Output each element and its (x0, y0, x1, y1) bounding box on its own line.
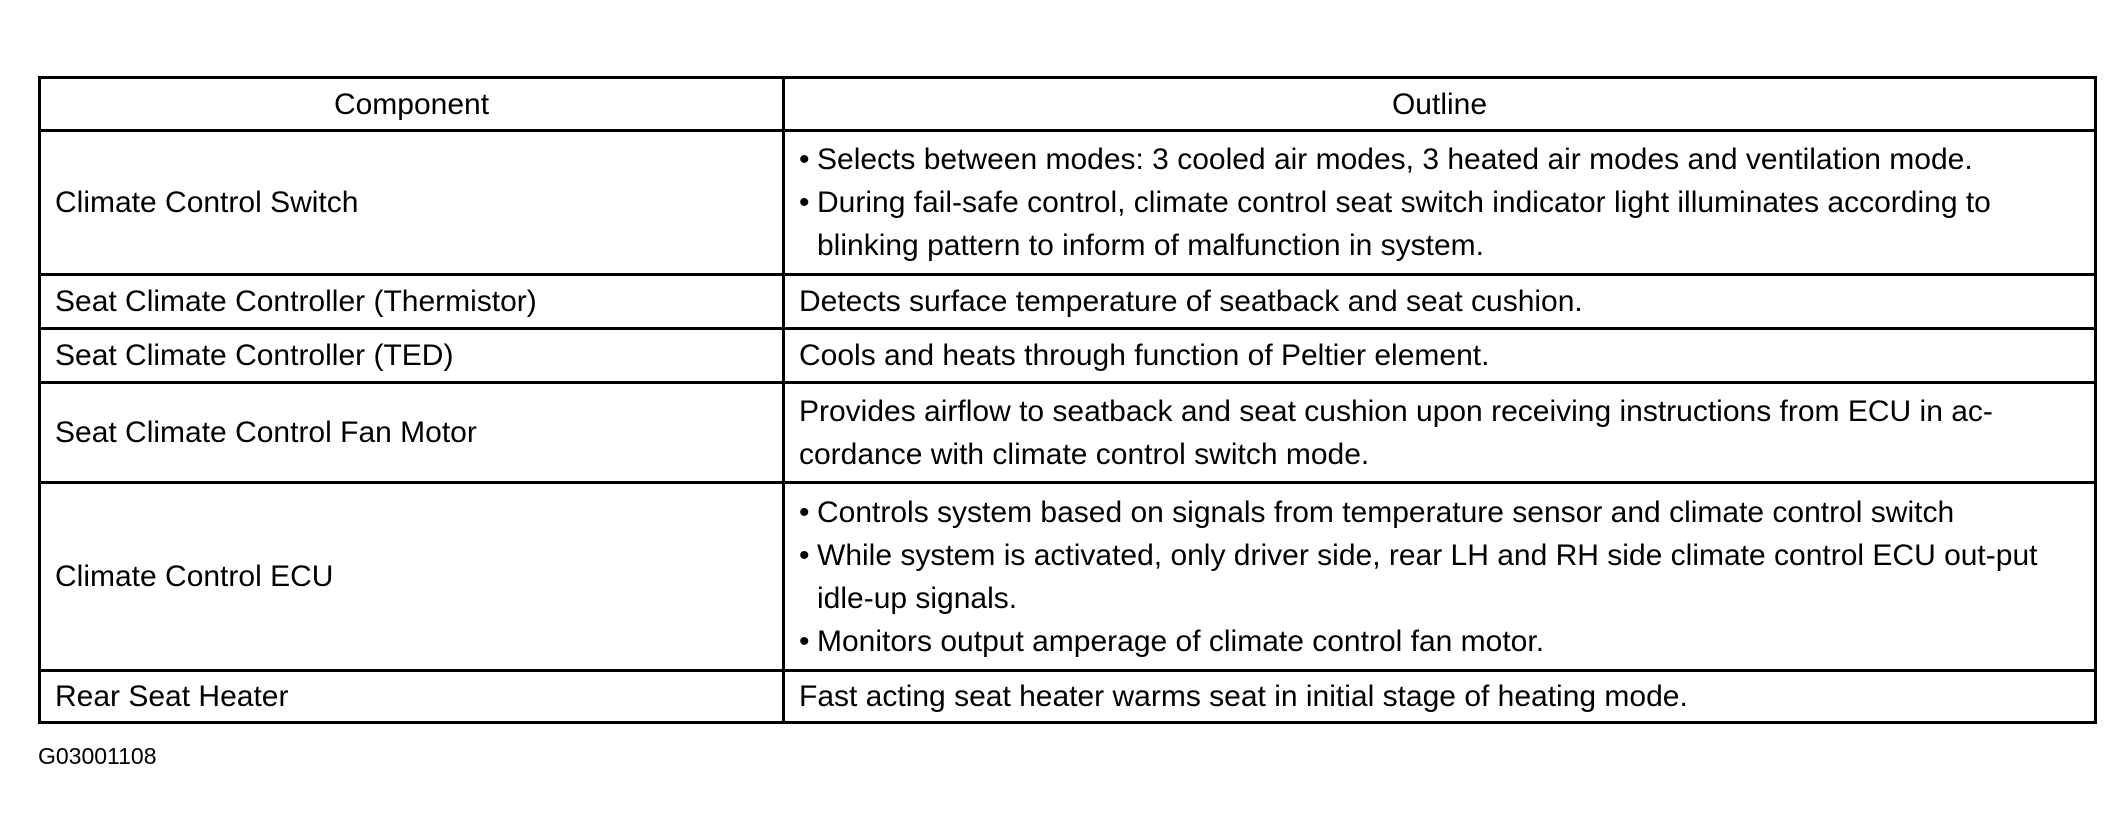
table-row (40, 275, 2096, 329)
table-row (40, 671, 2096, 723)
table-header-row (40, 78, 2096, 131)
table-row (40, 131, 2096, 275)
header-component: Component (40, 78, 784, 131)
row-component-climate-control-ecu: Climate Control ECU (40, 483, 784, 671)
header-outline: Outline (784, 78, 2096, 131)
figure-id: G03001108 (38, 743, 157, 769)
row-outline-ted: Cools and heats through function of Peltier element. (784, 329, 2096, 383)
outline-bullet-list (799, 138, 2080, 267)
component-outline-table (38, 76, 2097, 724)
row-outline-thermistor: Detects surface temperature of seatback and seat cushion. (784, 275, 2096, 329)
row-component-thermistor: Seat Climate Controller (Thermistor) (40, 275, 784, 329)
row-component-fan-motor: Seat Climate Control Fan Motor (40, 383, 784, 483)
table-row (40, 329, 2096, 383)
table-row (40, 483, 2096, 671)
outline-bullet: • Controls system based on signals from temperature sensor and climate control switch (799, 491, 2080, 534)
row-outline-fan-motor: Provides airflow to seatback and seat cushion upon receiving instructions from ECU in ac-cordance with climate control switch mode. (784, 383, 2096, 483)
row-component-ted: Seat Climate Controller (TED) (40, 329, 784, 383)
outline-bullet: • Selects between modes: 3 cooled air modes, 3 heated air modes and ventilation mode. (799, 138, 2080, 181)
row-outline-climate-control-switch (784, 131, 2096, 275)
outline-bullet-list (799, 491, 2080, 663)
row-outline-climate-control-ecu (784, 483, 2096, 671)
outline-bullet: • During fail-safe control, climate control seat switch indicator light illuminates according to blinking pattern to inform of malfunction in system. (799, 181, 2080, 267)
component-outline-table-wrapper (38, 76, 2094, 724)
row-component-rear-seat-heater: Rear Seat Heater (40, 671, 784, 723)
outline-bullet: • While system is activated, only driver side, rear LH and RH side climate control ECU out-put idle-up signals. (799, 534, 2080, 620)
table-row (40, 383, 2096, 483)
row-component-climate-control-switch: Climate Control Switch (40, 131, 784, 275)
outline-bullet: • Monitors output amperage of climate control fan motor. (799, 620, 2080, 663)
row-outline-rear-seat-heater: Fast acting seat heater warms seat in initial stage of heating mode. (784, 671, 2096, 723)
